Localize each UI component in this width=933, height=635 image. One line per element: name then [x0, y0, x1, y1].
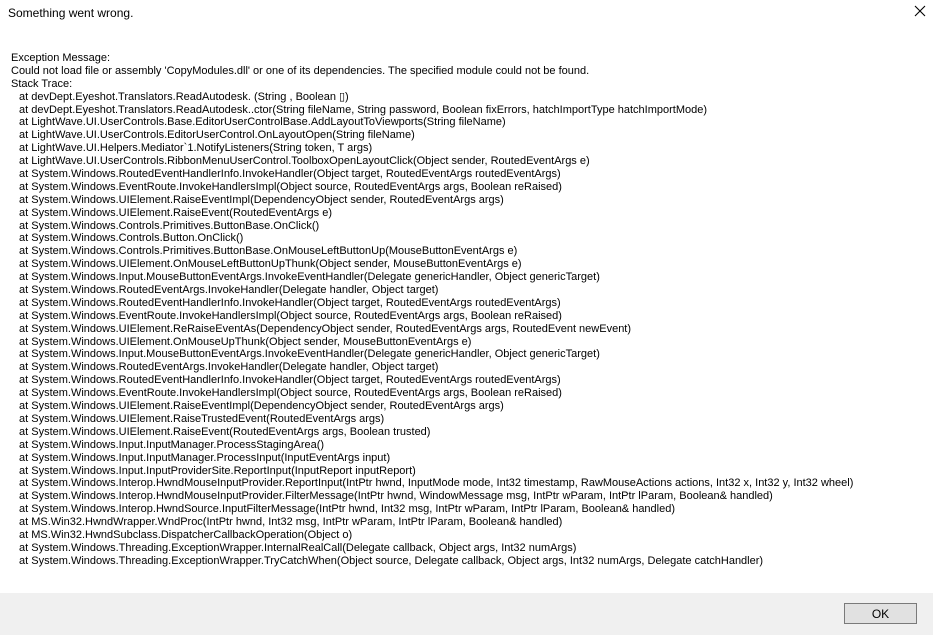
- ok-button[interactable]: OK: [844, 603, 917, 624]
- stack-trace-line: at devDept.Eyeshot.Translators.ReadAutodesk..ctor(String fileName, String password, Boolean fixErrors, hatchImportType hatchImportMode): [19, 103, 708, 116]
- dialog-footer: [0, 593, 933, 635]
- stack-trace-line: at System.Windows.UIElement.RaiseEvent(RoutedEventArgs args, Boolean trusted): [19, 425, 431, 438]
- close-button[interactable]: [907, 0, 933, 26]
- stack-trace-line: at System.Windows.Input.InputProviderSite.ReportInput(InputReport inputReport): [19, 464, 416, 477]
- stack-trace-line: at System.Windows.RoutedEventArgs.InvokeHandler(Delegate handler, Object target): [19, 361, 439, 374]
- close-icon: [914, 4, 926, 22]
- stack-trace-line: at System.Windows.UIElement.ReRaiseEventAs(DependencyObject sender, RoutedEventArgs args, RoutedEvent newEvent): [19, 322, 632, 335]
- stack-trace-line: at LightWave.UI.Helpers.Mediator`1.NotifyListeners(String token, T args): [19, 142, 373, 155]
- stack-trace-line: at System.Windows.RoutedEventHandlerInfo.InvokeHandler(Object target, RoutedEventArgs routedEventArgs): [19, 168, 561, 181]
- stack-trace-line: at MS.Win32.HwndWrapper.WndProc(IntPtr hwnd, Int32 msg, IntPtr wParam, IntPtr lParam, Boolean& handled): [19, 516, 563, 529]
- stack-trace-label: Stack Trace:: [11, 77, 73, 90]
- stack-trace-line: at MS.Win32.HwndSubclass.DispatcherCallbackOperation(Object o): [19, 528, 353, 541]
- stack-trace-line: at System.Windows.Input.MouseButtonEventArgs.InvokeEventHandler(Delegate genericHandler, Object genericTarget): [19, 348, 600, 361]
- stack-trace-line: at System.Windows.Input.InputManager.ProcessStagingArea(): [19, 438, 325, 451]
- stack-trace-line: at System.Windows.UIElement.RaiseEvent(RoutedEventArgs e): [19, 206, 333, 219]
- stack-trace-line: at System.Windows.RoutedEventHandlerInfo.InvokeHandler(Object target, RoutedEventArgs routedEventArgs): [19, 296, 561, 309]
- stack-trace-line: at LightWave.UI.UserControls.Base.EditorUserControlBase.AddLayoutToViewports(String fileName): [19, 116, 506, 129]
- stack-trace-line: at System.Windows.Interop.HwndMouseInputProvider.FilterMessage(IntPtr hwnd, WindowMessage msg, IntPtr wParam, IntPtr lParam, Boolean& handled): [19, 490, 773, 503]
- stack-trace-line: at System.Windows.UIElement.OnMouseLeftButtonUpThunk(Object sender, MouseButtonEventArgs e): [19, 258, 522, 271]
- stack-trace-line: at System.Windows.Interop.HwndMouseInputProvider.ReportInput(IntPtr hwnd, InputMode mode, Int32 timestamp, RawMouseActions actions, Int32 x, Int32 y, Int32 wheel): [19, 477, 854, 490]
- stack-trace-line: at LightWave.UI.UserControls.EditorUserControl.OnLayoutOpen(String fileName): [19, 129, 415, 142]
- stack-trace-line: at System.Windows.Interop.HwndSource.InputFilterMessage(IntPtr hwnd, Int32 msg, IntPtr wParam, IntPtr lParam, Boolean& handled): [19, 503, 676, 516]
- exception-details: [11, 52, 926, 568]
- stack-trace-line: at System.Windows.RoutedEventArgs.InvokeHandler(Delegate handler, Object target): [19, 284, 439, 297]
- dialog-title: Something went wrong.: [8, 6, 134, 20]
- stack-trace-list: [11, 91, 926, 568]
- stack-trace-line: at System.Windows.UIElement.RaiseEventImpl(DependencyObject sender, RoutedEventArgs args): [19, 400, 504, 413]
- stack-trace-line: at System.Windows.Controls.Primitives.ButtonBase.OnClick(): [19, 219, 320, 232]
- stack-trace-line: at System.Windows.RoutedEventHandlerInfo.InvokeHandler(Object target, RoutedEventArgs routedEventArgs): [19, 374, 561, 387]
- stack-trace-line: at devDept.Eyeshot.Translators.ReadAutodesk. (String , Boolean ▯): [19, 90, 349, 103]
- stack-trace-line: at System.Windows.EventRoute.InvokeHandlersImpl(Object source, RoutedEventArgs args, Boolean reRaised): [19, 180, 562, 193]
- stack-trace-line: at System.Windows.Threading.ExceptionWrapper.TryCatchWhen(Object source, Delegate callback, Object args, Int32 numArgs, Delegate catchHandler): [19, 554, 764, 567]
- stack-trace-line: at LightWave.UI.UserControls.RibbonMenuUserControl.ToolboxOpenLayoutClick(Object sender, RoutedEventArgs e): [19, 155, 590, 168]
- stack-trace-line: at System.Windows.Input.InputManager.ProcessInput(InputEventArgs input): [19, 451, 391, 464]
- stack-trace-line: at System.Windows.Input.MouseButtonEventArgs.InvokeEventHandler(Delegate genericHandler, Object genericTarget): [19, 271, 600, 284]
- stack-trace-line: at System.Windows.Controls.Primitives.ButtonBase.OnMouseLeftButtonUp(MouseButtonEventArgs e): [19, 245, 518, 258]
- stack-trace-line: at System.Windows.Controls.Button.OnClick(): [19, 232, 244, 245]
- stack-trace-line: at System.Windows.EventRoute.InvokeHandlersImpl(Object source, RoutedEventArgs args, Boolean reRaised): [19, 309, 562, 322]
- stack-trace-line: at System.Windows.UIElement.RaiseTrustedEvent(RoutedEventArgs args): [19, 412, 385, 425]
- exception-message: Could not load file or assembly 'CopyModules.dll' or one of its dependencies. The specified module could not be found.: [11, 64, 590, 77]
- stack-trace-line: at System.Windows.UIElement.OnMouseUpThunk(Object sender, MouseButtonEventArgs e): [19, 335, 472, 348]
- stack-trace-line: at System.Windows.Threading.ExceptionWrapper.InternalRealCall(Delegate callback, Object args, Int32 numArgs): [19, 541, 577, 554]
- stack-trace-line: at System.Windows.EventRoute.InvokeHandlersImpl(Object source, RoutedEventArgs args, Boolean reRaised): [19, 387, 562, 400]
- exception-message-label: Exception Message:: [11, 52, 111, 64]
- stack-trace-line: at System.Windows.UIElement.RaiseEventImpl(DependencyObject sender, RoutedEventArgs args): [19, 193, 504, 206]
